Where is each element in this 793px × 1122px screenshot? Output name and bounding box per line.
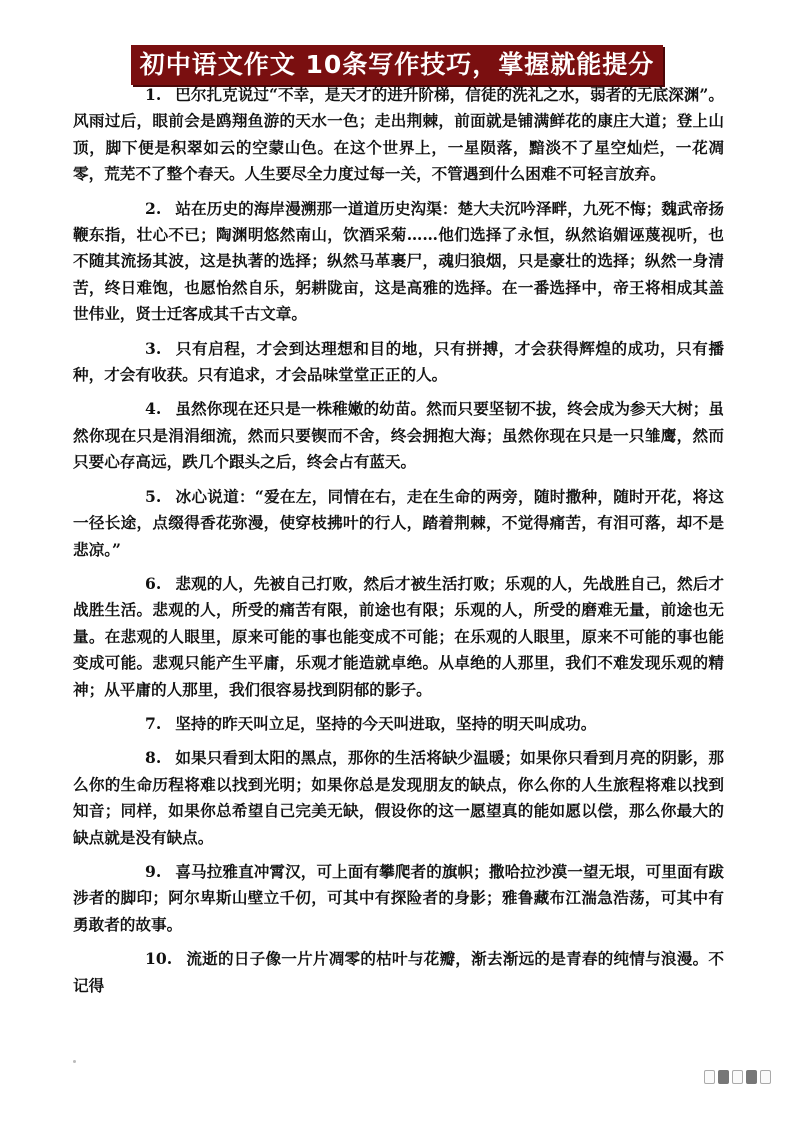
paragraph-text: 冰心说道：“爱在左，同情在右，走在生命的两旁，随时撒种，随时开花，将这一径长途，点缀得香花弥漫，使穿枝拂叶的行人，踏着荆棘，不觉得痛苦，有泪可落，却不是悲凉。” [73, 486, 724, 559]
paragraph-number: 2. [145, 198, 162, 218]
watermark-block-icon [718, 1070, 729, 1084]
paragraph-number: 3. [145, 338, 162, 358]
watermark-block-icon [704, 1070, 715, 1084]
paragraph-9 [73, 859, 724, 938]
paragraph-number: 10. [145, 949, 173, 969]
paragraph-number: 5. [145, 486, 162, 506]
paragraph-6 [73, 571, 724, 703]
paragraph-number: 4. [145, 399, 162, 419]
paragraph-3 [73, 336, 724, 389]
paragraph-2 [73, 196, 724, 328]
paragraph-5 [73, 484, 724, 563]
paragraph-text: 悲观的人，先被自己打败，然后才被生活打败；乐观的人，先战胜自己，然后才战胜生活。悲观的人，所受的痛苦有限，前途也有限；乐观的人，所受的磨难无量，前途也无量。在悲观的人眼里，原来可能的事也能变成不可能；在乐观的人眼里，原来不可能的事也能变成可能。悲观只能产生平庸，乐观才能造就卓绝。从卓绝的人那里，我们不难发现乐观的精神；从平庸的人那里，我们很容易找到阴郁的影子。 [73, 573, 724, 699]
paragraph-text: 坚持的昨天叫立足，坚持的今天叫进取，坚持的明天叫成功。 [175, 713, 597, 733]
paragraph-8 [73, 745, 724, 851]
watermark-logo [704, 1070, 771, 1084]
paragraph-number: 9. [145, 861, 162, 881]
paragraph-text: 只有启程，才会到达理想和目的地，只有拼搏，才会获得辉煌的成功，只有播种，才会有收获。只有追求，才会品味堂堂正正的人。 [73, 338, 724, 385]
paragraph-text: 如果只看到太阳的黑点，那你的生活将缺少温暖；如果你只看到月亮的阴影，那么你的生命历程将难以找到光明；如果你总是发现朋友的缺点，你么你的人生旅程将难以找到知音；同样，如果你总希望自己完美无缺，假设你的这一愿望真的能如愿以偿，那么你最大的缺点就是没有缺点。 [73, 748, 724, 847]
paragraph-text: 巴尔扎克说过“不幸，是天才的进升阶梯，信徒的洗礼之水，弱者的无底深渊”。风雨过后，眼前会是鸥翔鱼游的天水一色；走出荆棘，前面就是铺满鲜花的康庄大道；登上山顶，脚下便是积翠如云的空蒙山色。在这个世界上，一星陨落，黯淡不了星空灿烂，一花凋零，荒芜不了整个春天。人生要尽全力度过每一关，不管遇到什么困难不可轻言放弃。 [73, 85, 724, 184]
watermark-block-icon [760, 1070, 771, 1084]
paragraph-10 [73, 946, 724, 999]
paragraph-number: 6. [145, 573, 162, 593]
paragraph-text: 流逝的日子像一片片凋零的枯叶与花瓣，渐去渐远的是青春的纯情与浪漫。不记得 [73, 949, 724, 995]
watermark-block-icon [732, 1070, 743, 1084]
paragraph-list [73, 82, 724, 1007]
paragraph-7 [73, 711, 724, 737]
watermark-block-icon [746, 1070, 757, 1084]
paragraph-text: 喜马拉雅直冲霄汉，可上面有攀爬者的旗帜；撒哈拉沙漠一望无垠，可里面有跋涉者的脚印；阿尔卑斯山壁立千仞，可其中有探险者的身影；雅鲁藏布江湍急浩荡，可其中有勇敢者的故事。 [73, 861, 724, 934]
paragraph-1 [73, 82, 724, 188]
paragraph-text: 虽然你现在还只是一株稚嫩的幼苗。然而只要坚韧不拔，终会成为参天大树；虽然你现在只是涓涓细流，然而只要锲而不舍，终会拥抱大海；虽然你现在只是一只雏鹰，然而只要心存高远，跌几个跟头之后，终会占有蓝天。 [73, 399, 724, 472]
paragraph-number: 8. [145, 748, 162, 768]
paragraph-4 [73, 396, 724, 475]
stray-dot-mark [73, 1060, 76, 1063]
paragraph-number: 1. [145, 85, 162, 104]
document-title: 初中语文作文 10条写作技巧，掌握就能提分 [131, 45, 663, 85]
paragraph-text: 站在历史的海岸漫溯那一道道历史沟渠：楚大夫沉吟泽畔，九死不悔；魏武帝扬鞭东指，壮心不已；陶渊明悠然南山，饮酒采菊……他们选择了永恒，纵然谄媚诬蔑视听，也不随其流扬其波，这是执著的选择；纵然马革裹尸，魂归狼烟，只是豪壮的选择；纵然一身清苦，终日难饱，也愿怡然自乐，躬耕陇亩，这是高雅的选择。在一番选择中，帝王将相成其盖世伟业，贤士迁客成其千古文章。 [73, 198, 724, 324]
paragraph-number: 7. [145, 713, 162, 733]
